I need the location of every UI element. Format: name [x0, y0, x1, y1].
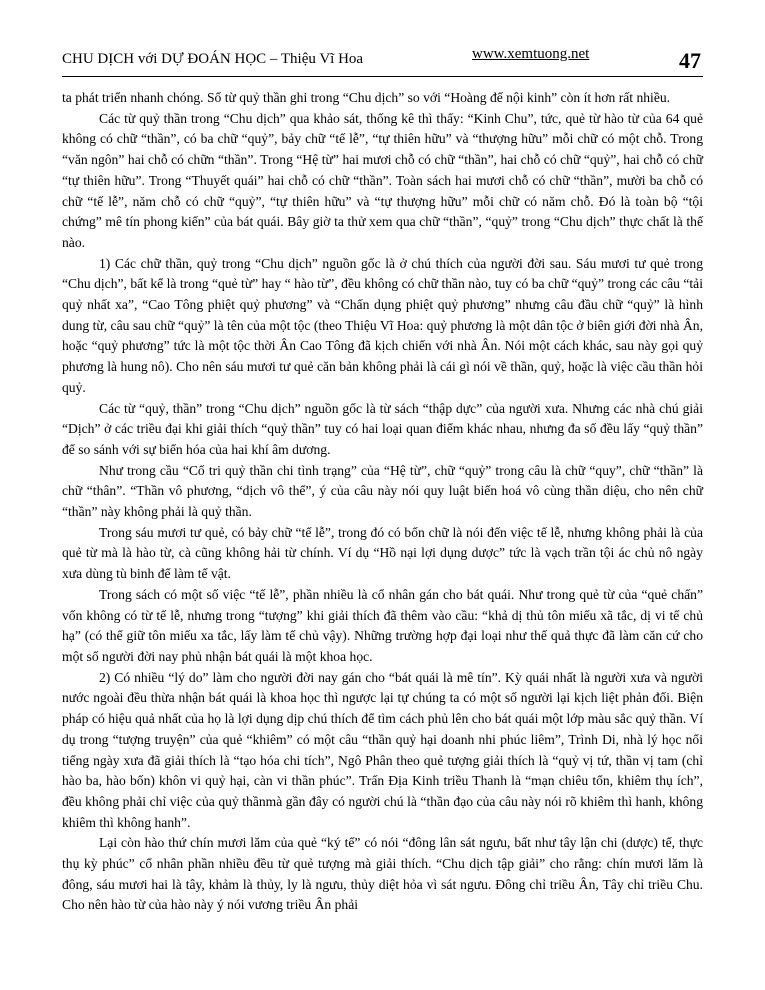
page-header — [62, 44, 703, 76]
paragraph: Các từ “quỷ, thần” trong “Chu dịch” nguồn gốc là từ sách “thập dực” của người xưa. Nhưng các nhà chú giải “Dịch” ở các triều đại khi giải thích “quỷ thần” tuy có hai loại quan điểm khác nhau, nhưng đa số đều lấy “quỷ thần” để so sánh với sự biến hóa của hai khí âm dương. — [62, 400, 703, 457]
website-link[interactable]: www.xemtuong.net — [472, 46, 590, 62]
page-number: 47 — [679, 48, 701, 73]
paragraph: Như trong cầu “Cố tri quỷ thần chi tình trạng” của “Hệ từ”, chữ “quỷ” trong câu là chữ “quy”, chữ “thần” là chữ “thân”. “Thần vô phương, “dịch vô thể”, ý của câu này nói quy luật biến hoá vô cùng thần diệu, cho nên chữ “thần” này không phải là quỷ thần. — [62, 462, 703, 520]
paragraph-continuation: ta phát triển nhanh chóng. Số từ quỷ thần ghi trong “Chu dịch” so với “Hoàng đế nội kinh” còn ít hơn rất nhiều. — [62, 90, 671, 105]
header-divider — [62, 76, 703, 77]
paragraph: Lại còn hào thứ chín mươi lăm của quẻ “ký tế” có nói “đông lân sát ngưu, bất như tây lận chi (dược) tế, thực thụ kỳ phúc” cổ nhân phần nhiều đều từ quẻ tượng mà giải thích. “Chu dịch tập giải” cho rằng: chín mươi lăm là đông, sáu mươi hai là tây, khảm là thủy, ly là ngưu, thủy diệt hỏa vì sát ngưu. Đông chỉ triều Ân, Tây chỉ triều Chu. Cho nên hào từ của hào này ý nói vương triều Ân phải — [62, 835, 703, 913]
paragraph: 2) Có nhiều “lý do” làm cho người đời nay gán cho “bát quái là mê tín”. Kỳ quái nhất là người xưa và người nước ngoài đều thừa nhận bát quái là khoa học thì ngược lại tự chúng ta có một số người lại kịch liệt phản đối. Biện pháp có hiệu quả nhất của họ là lợi dụng dịp chú thích để tìm cách phủ lên cho bát quái một lớp màu sắc quỷ thần. Ví dụ trong “tượng truyện” của quẻ “khiêm” có một câu “thần quỷ hại doanh nhi phúc liêm”, Trình Di, nhà lý học nổi tiếng ngày xưa đã giải thích là “tạo hóa chi tích”, Ngô Phân theo quẻ tượng giải thích là “quỷ vị tứ, thần vị tam (chỉ hào ba, hào bốn) khôn vi quỷ hại, càn vi thần phúc”. Trấn Địa Kinh triều Thanh là “mạn chiêu tổn, khiêm thụ ích”, đều không phải chỉ việc của quỷ thầnmà gần đây có người chú là “thần đạo của câu này nói rõ khiêm thì hanh, không khiêm thì không hanh”. — [62, 669, 703, 830]
running-title: CHU DỊCH với DỰ ĐOÁN HỌC – Thiệu Vĩ Hoa — [62, 51, 364, 67]
paragraph: 1) Các chữ thần, quỷ trong “Chu dịch” nguồn gốc là ở chú thích của người đời sau. Sáu mươi tư quẻ trong “Chu dịch”, bất kể là trong “quẻ từ” hay “ hào từ”, đều không có chữ thần nào, tuy có ba chữ “quỷ” trong các câu “tải quỷ nhất xa”, “Cao Tông phiệt quỷ phương” và “Chấn dụng phiệt quỷ phương” nhưng câu đầu chữ “quỷ” là hình dung từ, câu sau chữ “quỷ” là tên của một tộc (theo Thiệu Vĩ Hoa: quỷ phương là một dân tộc ở biên giới đời nhà Ân, hoặc “quỷ phương” tức là một tộc thời Ân Cao Tông đã kịch chiến với nhà Ân. Nói một cách khác, sau này gọi quỷ phương là hung nô). Cho nên sáu mươi tư quẻ căn bản không phải là cái gì nói về thần, quỷ, hoặc là việc cầu thần hỏi quỷ. — [62, 255, 703, 395]
body-text — [62, 88, 703, 916]
paragraph: Trong sáu mươi tư quẻ, có bảy chữ “tế lễ”, trong đó có bốn chữ là nói đến việc tế lễ, nhưng không phải là của quẻ từ mà là hào từ, cà cũng không hải từ chính. Ví dụ “Hồ nại lợi dụng dược” tức là vạch trần tội ác chủ nô ngày xưa dùng tù binh để làm tế vật. — [62, 524, 703, 582]
paragraph: Các từ quỷ thần trong “Chu dịch” qua khảo sát, thống kê thì thấy: “Kinh Chu”, tức, quẻ từ hào từ của 64 quẻ không có chữ “thần”, có ba chữ “quỷ”, bảy chữ “tế lễ”, “tự thiên hữu” và “thượng hữu” mỗi chữ có một chỗ. Trong “văn ngôn” hai chỗ có chữn “thần”. Trong “Hệ từ” hai mươi chỗ có chữ “thần”, hai chỗ có chữ “quỷ”, hai chỗ có chữ “tự thiên hữu”. Trong “Thuyết quái” hai chỗ có chữ “thần”. Toàn sách hai mươi chỗ có chữ “thần”, mười ba chỗ có chữ “tế lễ”, năm chỗ có chữ “quỷ”, “tự thiên hữu” và “tự thượng hữu” mỗi chữ có năm chỗ. Đó là toàn bộ “tội chứng” mê tín phong kiến” của bát quái. Bây giờ ta thử xem qua chữ “thần”, “quỷ” trong “Chu dịch” thực chất là thế nào. — [62, 110, 703, 250]
paragraph: Trong sách có một số việc “tế lễ”, phần nhiều là cổ nhân gán cho bát quái. Như trong quẻ từ của “quẻ chấn” vốn không có từ tế lễ, nhưng trong “tượng” khi giải thích đã thêm vào cầu: “khả dị thủ tôn miếu xã tắc, dị vi tế chủ hạ” (có thể giữ tôn miếu xa tắc, lấy làm tế chủ vậy). Những trường hợp đại loại như thế quả thực đã làm căn cứ cho một số người đời nay phủ nhận bát quái là một khoa học. — [62, 586, 703, 664]
